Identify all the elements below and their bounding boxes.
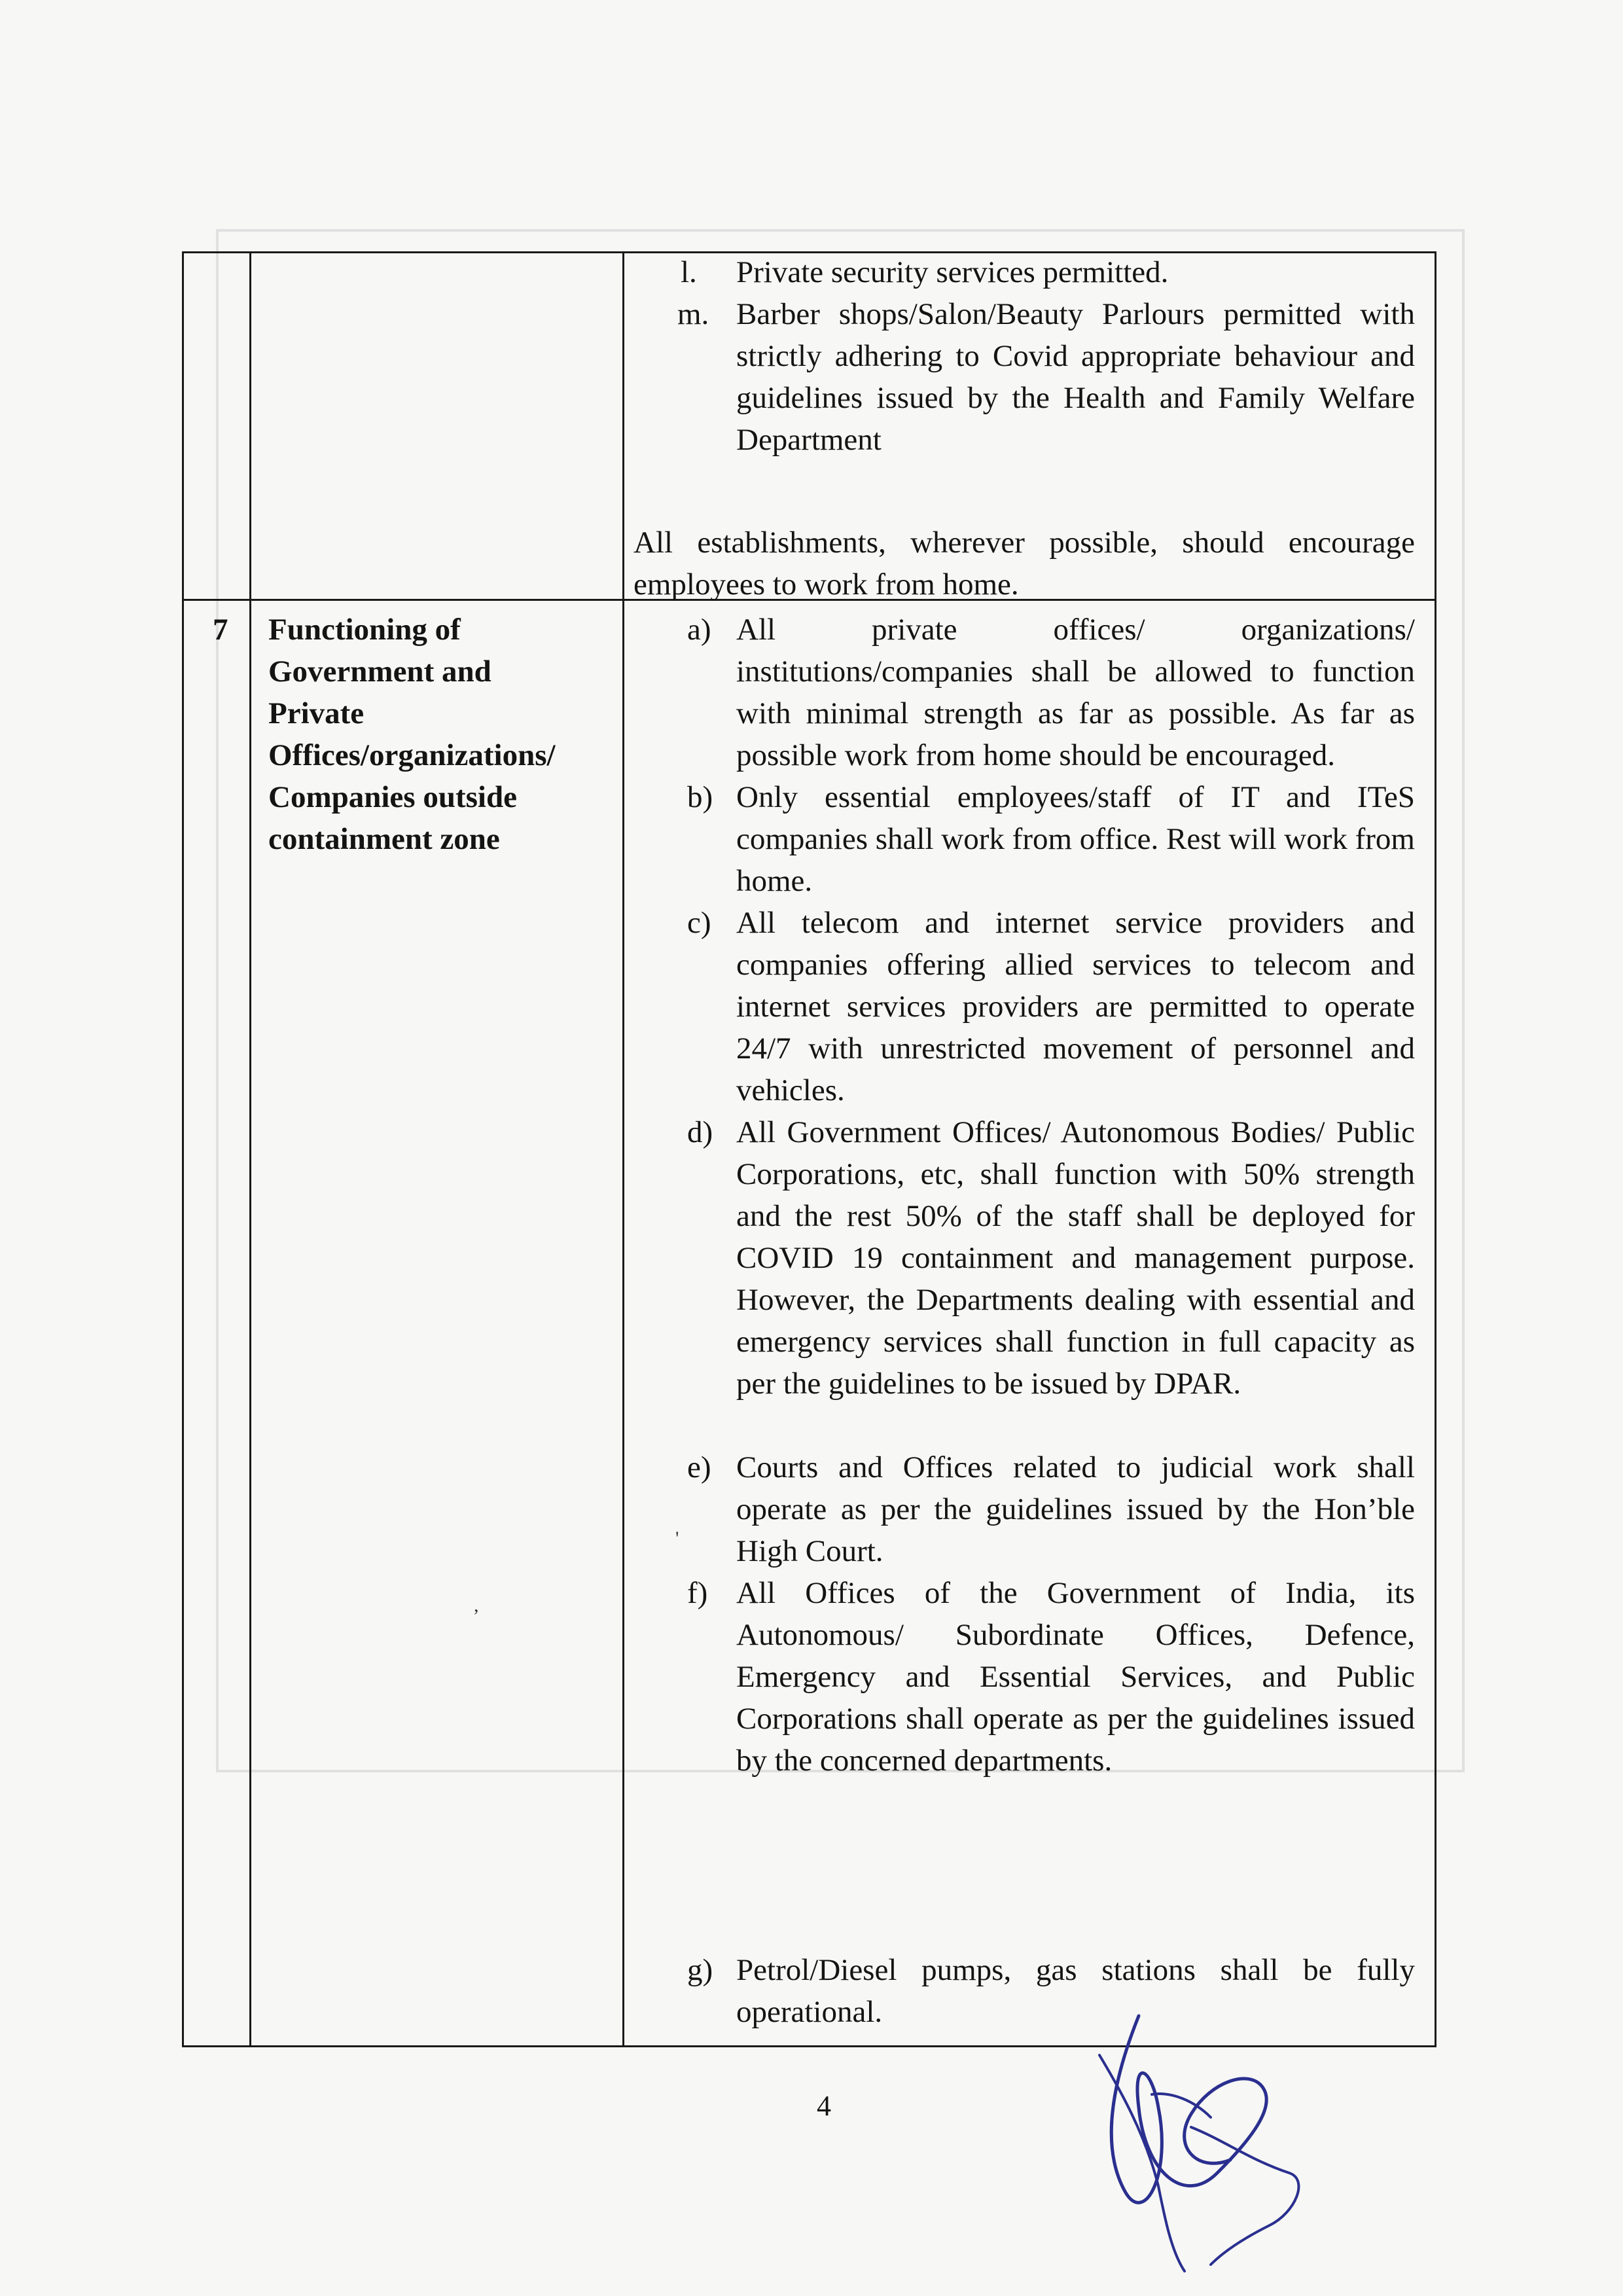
item-text: Petrol/Diesel pumps, gas stations shall be fully operational. — [736, 1953, 1415, 2029]
item-text: All Government Offices/ Autonomous Bodies/ Public Corporations, etc, shall function with 50% strength and the rest 50% of the staff shall be deployed for COVID 19 containment and management purpose. However, the Departments dealing with essential and emergency services shall function in full capacity as per the guidelines to be issued by DPAR. — [736, 1115, 1415, 1401]
heading-line: containment zone — [268, 822, 500, 856]
item-marker: l. — [681, 255, 697, 289]
item-marker: m. — [677, 297, 709, 331]
column-divider-heading — [622, 253, 624, 2045]
list-item-a — [687, 609, 1415, 776]
heading-line: Government and — [268, 655, 491, 689]
item-marker: g) — [687, 1953, 713, 1987]
item-marker: d) — [687, 1115, 713, 1149]
item-marker: f) — [687, 1576, 708, 1610]
serial-number: 7 — [213, 613, 228, 647]
column-divider-sno — [249, 253, 251, 2045]
item-text: Private security services permitted. — [736, 255, 1169, 289]
heading-line: Companies outside — [268, 780, 517, 814]
list-item-d — [687, 1111, 1415, 1405]
heading-line: Functioning of — [268, 613, 461, 647]
signature — [1060, 1977, 1322, 2278]
list-item-c — [687, 902, 1415, 1111]
item-text: All telecom and internet service providers and companies offering allied services to telecom and internet services providers are permitted to operate 24/7 with unrestricted movement of personnel and vehicles. — [736, 906, 1415, 1107]
item-marker: a) — [687, 613, 711, 647]
list-item-b — [687, 776, 1415, 902]
item-marker: e) — [687, 1450, 711, 1484]
list-item-e — [687, 1446, 1415, 1572]
page-number: 4 — [817, 2090, 831, 2122]
item-text: Courts and Offices related to judicial work shall operate as per the guidelines issued by the Hon’ble High Court. — [736, 1450, 1415, 1568]
section-heading — [268, 609, 635, 860]
item-text: Only essential employees/staff of IT and ITeS companies shall work from office. Rest will work from home. — [736, 780, 1415, 898]
stray-mark: ' — [675, 1528, 679, 1549]
item-marker: b) — [687, 780, 713, 814]
work-from-home-note: All establishments, wherever possible, should encourage employees to work from home. — [633, 526, 1415, 601]
list-item-f — [687, 1572, 1415, 1782]
item-marker: c) — [687, 906, 711, 940]
stray-mark: , — [474, 1594, 479, 1616]
item-text: All Offices of the Government of India, its Autonomous/ Subordinate Offices, Defence, Emergency and Essential Services, and Public Corporations shall operate as per the guidelines issued by the concerned departments. — [736, 1576, 1415, 1778]
heading-line: Private — [268, 696, 365, 730]
list-item-l — [681, 251, 1415, 293]
list-item-m — [677, 293, 1415, 461]
heading-line: Offices/organizations/ — [268, 738, 556, 772]
item-text: All private offices/ organizations/ institutions/companies shall be allowed to function with minimal strength as far as possible. As far as possible work from home should be encouraged. — [736, 613, 1415, 772]
item-text: Barber shops/Salon/Beauty Parlours permitted with strictly adhering to Covid appropriate behaviour and guidelines issued by the Health and Family Welfare Department — [736, 297, 1415, 457]
